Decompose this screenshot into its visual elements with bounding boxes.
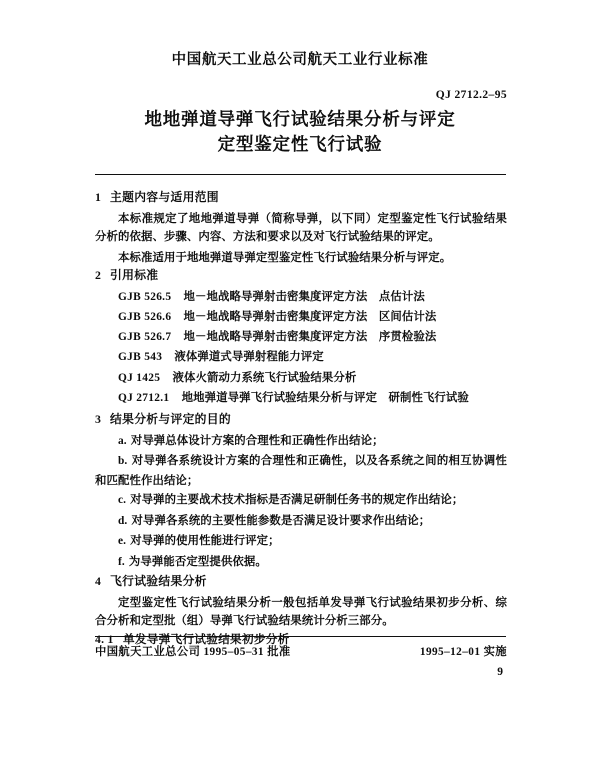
standard-number: QJ 2712.2–95 [435, 89, 507, 101]
section-heading-4 [95, 576, 507, 588]
list-item [95, 327, 507, 347]
section-number-4-1: 4. 1 [95, 632, 114, 646]
item-text: 对导弹的使用性能进行评定； [130, 533, 280, 548]
item-text: 对导弹总体设计方案的合理性和正确性作出结论； [130, 432, 384, 447]
reference-title: 地－地战略导弹射击密集度评定方法 区间估计法 [183, 309, 437, 324]
footer-divider [95, 636, 506, 637]
item-text: 对导弹各系统的主要性能参数是否满足设计要求作出结论； [131, 512, 431, 527]
list-item [95, 307, 507, 327]
section-1-paragraph-2: 本标准适用于地地弹道导弹定型鉴定性飞行试验结果分析与评定。 [118, 249, 452, 264]
reference-title: 地－地战略导弹射击密集度评定方法 序贯检验法 [183, 329, 437, 344]
item-label: c. [118, 494, 127, 507]
section-heading-1 [95, 192, 507, 204]
title-line-1: 地地弹道导弹飞行试验结果分析与评定 [144, 110, 456, 130]
reference-code: GJB 526.5 [118, 291, 172, 303]
list-item [95, 490, 507, 509]
document-body [95, 192, 507, 645]
reference-code: QJ 1425 [118, 371, 161, 384]
section-4-paragraph-1: 定型鉴定性飞行试验结果分析一般包括单发导弹飞行试验结果初步分析、综合分析和定型批（组）导弹飞行试验结果统计分析三部分。 [95, 594, 507, 628]
item-text: 为导弹能否定型提供依据。 [128, 553, 267, 568]
list-item [95, 552, 507, 571]
item-text: 对导弹的主要战术技术指标是否满足研制任务书的规定作出结论； [130, 492, 464, 507]
list-item [95, 451, 507, 489]
list-item [95, 388, 507, 408]
section-heading-3 [95, 411, 507, 426]
item-text: 对导弹各系统设计方案的合理性和正确性，以及各系统之间的相互协调性和匹配性作出结论； [95, 453, 507, 487]
item-label: f. [118, 555, 125, 568]
list-item [95, 287, 507, 307]
section-title-1: 主题内容与适用范围 [110, 190, 219, 204]
item-label: a. [118, 434, 127, 447]
reference-code: GJB 526.7 [118, 331, 172, 344]
reference-title: 地地弹道导弹飞行试验结果分析与评定 研制性飞行试验 [181, 389, 469, 404]
item-label: d. [118, 514, 128, 527]
masthead-organization: 中国航天工业总公司航天工业行业标准 [171, 52, 429, 68]
section-number-1: 1 [95, 190, 102, 204]
item-label: e. [118, 535, 127, 548]
section-title-4: 飞行试验结果分析 [110, 574, 207, 589]
reference-title: 地－地战略导弹射击密集度评定方法 点估计法 [183, 289, 425, 303]
item-label: b. [118, 455, 128, 468]
purpose-items-list [95, 431, 507, 571]
section-title-3: 结果分析与评定的目的 [110, 411, 231, 426]
section-heading-2 [95, 270, 507, 282]
list-item [95, 531, 507, 550]
title-line-2: 定型鉴定性飞行试验 [217, 135, 383, 156]
section-number-2: 2 [95, 268, 102, 283]
list-item [95, 368, 507, 388]
list-item [95, 511, 507, 530]
header-divider [95, 174, 506, 175]
section-number-4: 4 [95, 574, 102, 589]
page-number: 9 [497, 666, 503, 678]
page-title [95, 108, 505, 159]
section-1-paragraph-1: 本标准规定了地地弹道导弹（简称导弹，以下同）定型鉴定性飞行试验结果分析的依据、步骤、内容、方法和要求以及对飞行试验结果的评定。 [95, 210, 507, 244]
reference-code: GJB 543 [118, 351, 163, 364]
reference-title: 液体火箭动力系统飞行试验结果分析 [172, 369, 357, 384]
list-item [95, 431, 507, 450]
reference-title: 液体弹道式导弹射程能力评定 [174, 349, 324, 364]
reference-code: GJB 526.6 [118, 311, 172, 324]
section-number-3: 3 [95, 411, 102, 426]
footer-effective-date: 1995–12–01 实施 [419, 646, 507, 658]
section-title-4-1: 单发导弹飞行试验结果初步分析 [123, 631, 290, 646]
list-item [95, 347, 507, 367]
reference-code: QJ 2712.1 [118, 391, 170, 404]
page-footer [95, 643, 507, 659]
referenced-standards-list [95, 287, 507, 408]
footer-issuer: 中国航天工业总公司 1995–05–31 批准 [95, 646, 291, 658]
section-title-2: 引用标准 [110, 268, 159, 283]
